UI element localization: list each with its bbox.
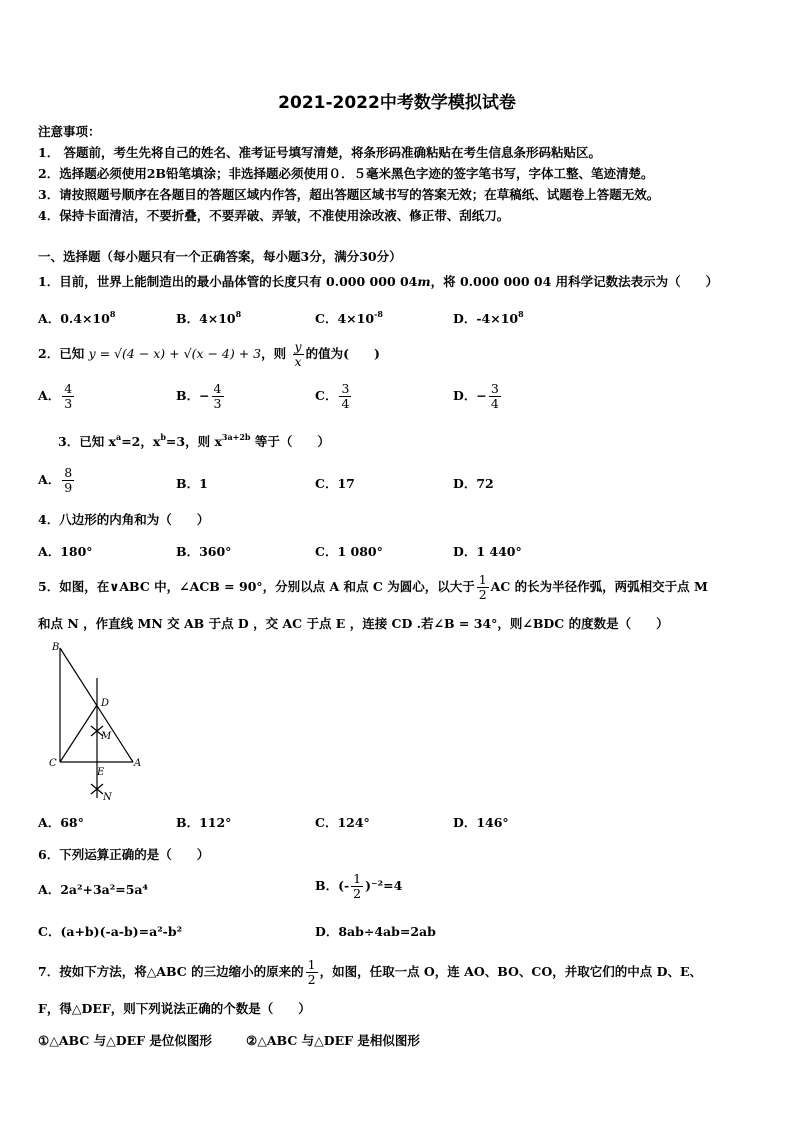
q5-option-b: B．112° [176,815,232,830]
q2-option-c: C． $\frac{3}{4}$ [315,381,350,411]
q6-option-a: A．2a²+3a²=5a⁴ [38,882,148,897]
question-3: 3．已知 $x^a=2$，$x^b=3$，则 $x^{3a+2b}$ 等于（ ） [58,432,330,449]
q5-figure [40,638,160,810]
q1-option-a: A．$0.4\times 10^8$ [38,309,116,326]
q5-label-m: M [101,731,112,742]
question-1 [38,272,718,290]
notice-item-4: 4．保持卡面清洁，不要折叠，不要弄破、弄皱，不准使用涂改液、修正带、刮纸刀。 [38,208,510,223]
section-heading: 一、选择题（每小题只有一个正确答案，每小题3分，满分30分） [38,249,402,264]
q3-option-c: C．17 [315,476,355,491]
q4-option-d: D．1 440° [453,544,522,559]
notice-item-2: 2．选择题必须使用2B铅笔填涂；非选择题必须使用０．５毫米黑色字迹的签字笔书写，字体工整、笔迹清楚。 [38,166,654,181]
q4-option-b: B．360° [176,544,232,559]
q1-option-b: B．$4\times 10^8$ [176,309,242,326]
notice-item-3: 3．请按照题号顺序在各题目的答题区域内作答，超出答题区域书写的答案无效；在草稿纸、试题卷上答题无效。 [38,187,660,202]
q3-option-a: A． $\frac{8}{9}$ [38,465,73,495]
q7-statement-2: ②△ABC 与△DEF 是相似图形 [246,1033,420,1048]
q2-option-d: D．− $\frac{3}{4}$ [453,381,499,411]
question-5-line-2: 和点 N ，作直线 MN 交 AB 于点 D ，交 AC 于点 E ，连接 CD .若∠B = 34°，则∠BDC 的度数是（ ） [38,616,669,631]
q5-label-n: N [103,792,112,803]
question-7-line-2: F，得△DEF，则下列说法正确的个数是（ ） [38,1001,311,1016]
q1-tail: ，将 0.000 000 04 用科学记数法表示为（ ） [430,274,719,289]
page-title: 2021-2022中考数学模拟试卷 [278,93,516,113]
question-5-line-1: 5．如图，在∨ABC 中，∠ACB = 90°，分别以点 A 和点 C 为圆心，以大于 $\frac{1}{2}$ AC 的长为半径作弧，两弧相交于点 M [38,572,708,602]
question-6: 6．下列运算正确的是（ ） [38,847,210,862]
q1-option-d: D．$-4\times 10^8$ [453,309,524,326]
q6-option-d: D．8ab÷4ab=2ab [315,924,436,939]
q1-text: 1．目前，世界上能制造出的最小晶体管的长度只有 0.000 000 04 [38,274,418,289]
q4-option-a: A．180° [38,544,93,559]
q1-option-c: C．$4\times 10^{-8}$ [315,309,383,326]
q6-option-c: C．(a+b)(-a-b)=a²-b² [38,924,183,939]
question-2: 2．已知 y = √(4 − x) + √(x − 4) + 3，则 $\frac{y}{x}$ 的值为( ) [38,339,380,369]
q2-fraction: $\frac{y}{x}$ [294,339,302,369]
q3-option-b: B．1 [176,476,208,491]
q5-label-a: A [134,758,142,769]
q4-option-c: C．1 080° [315,544,383,559]
q5-label-c: C [49,758,57,769]
q2-option-b: B．− $\frac{4}{3}$ [176,381,222,411]
q2-expression: y = √(4 − x) + √(x − 4) + 3 [88,346,262,361]
q7-statement-1: ①△ABC 与△DEF 是位似图形 [38,1033,212,1048]
q6-option-b: B．(- $\frac{1}{2}$ )⁻²=4 [315,871,403,901]
q5-label-d: D [101,698,110,709]
q1-unit: m [417,274,431,289]
q3-option-d: D．72 [453,476,494,491]
q5-label-b: B [52,642,60,653]
q5-option-a: A．68° [38,815,84,830]
question-4: 4．八边形的内角和为（ ） [38,512,210,527]
q5-option-c: C．124° [315,815,370,830]
q2-option-a: A． $\frac{4}{3}$ [38,381,73,411]
q5-label-e: E [97,767,105,778]
question-7-line-1: 7．按如下方法，将△ABC 的三边缩小的原来的 $\frac{1}{2}$ ，如图，任取一点 O，连 AO、BO、CO，并取它们的中点 D、E、 [38,957,702,987]
notice-item-1: 1． 答题前，考生先将自己的姓名、准考证号填写清楚，将条形码准确粘贴在考生信息条形码粘贴区。 [38,145,602,160]
notice-heading: 注意事项： [38,124,101,139]
q5-option-d: D．146° [453,815,509,830]
